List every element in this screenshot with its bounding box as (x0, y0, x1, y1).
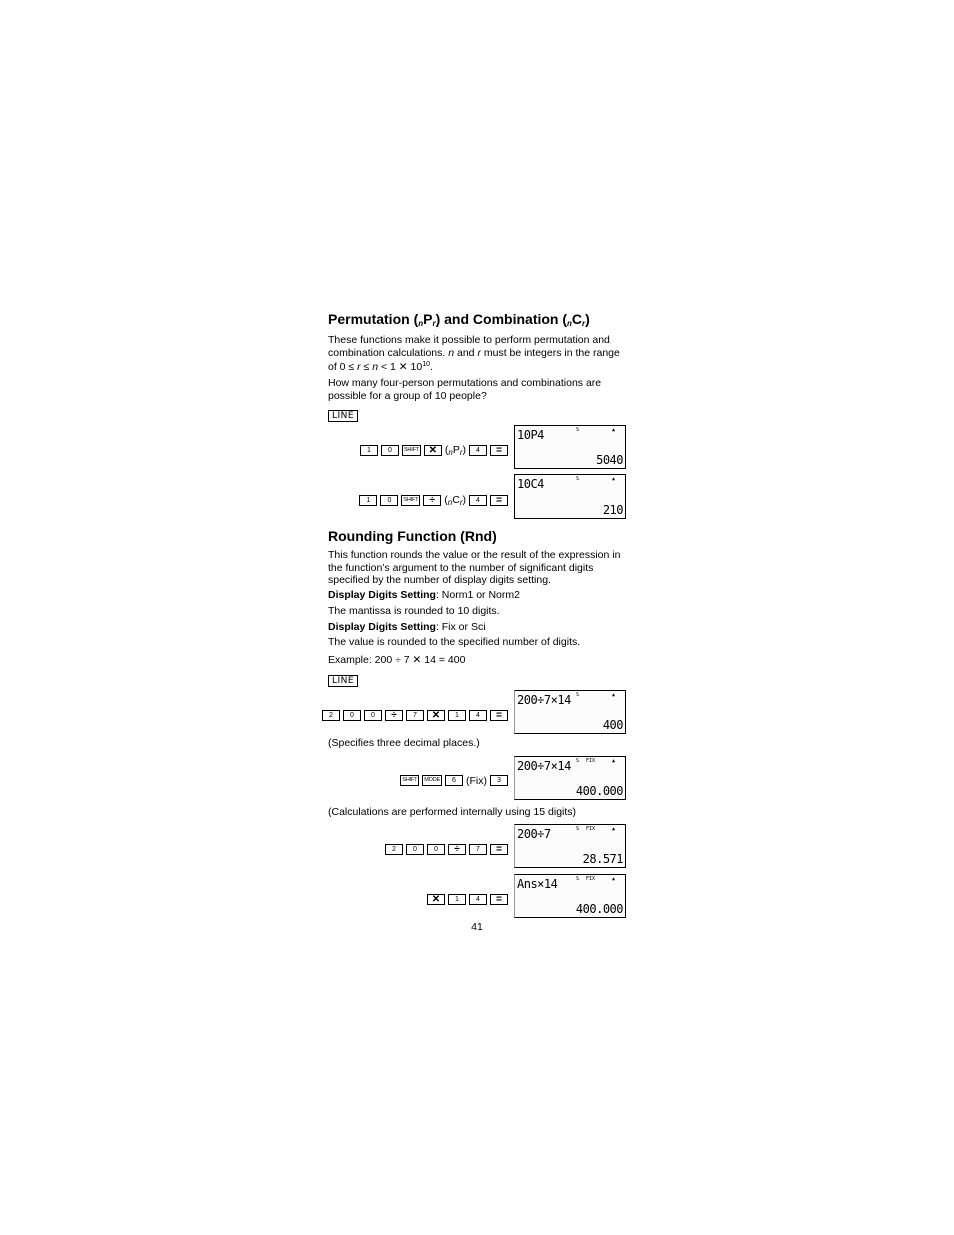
lcd-result: 400 (602, 718, 623, 732)
up-arrow-icon: ▲ (612, 826, 616, 832)
key-6[interactable]: 6 (445, 775, 463, 786)
lcd-display-combination (514, 474, 626, 519)
rounding-example: Example: 200 ÷ 7 ✕ 14 = 400 (328, 654, 466, 666)
shift-indicator: S (576, 427, 580, 433)
key-sequence-permutation (360, 442, 508, 460)
section-title-permutation: Permutation $(_nP_r)$ and Combination $(_nC_r)$ (328, 311, 590, 328)
lcd-display-permutation (514, 425, 626, 469)
key-multiply[interactable]: ✕ (427, 894, 445, 905)
shift-indicator: S (576, 758, 580, 764)
shift-indicator: S (576, 826, 580, 832)
permutation-description: These functions make it possible to perform permutation and combination calculations. n and r must be integers in the range of 0 ≤ r ≤ n < 1 ✕ $10^{10}$. (328, 334, 620, 373)
key-sequence-divide (385, 841, 508, 859)
key-4[interactable]: 4 (469, 445, 487, 456)
key-3[interactable]: 3 (490, 775, 508, 786)
key-divide[interactable]: ÷ (385, 710, 403, 721)
key-sequence-ans-multiply (427, 891, 508, 909)
up-arrow-icon: ▲ (612, 758, 616, 764)
key-7[interactable]: 7 (469, 844, 487, 855)
lcd-result: 210 (602, 503, 623, 517)
key-2[interactable]: 2 (322, 710, 340, 721)
key-2[interactable]: 2 (385, 844, 403, 855)
key-0[interactable]: 0 (364, 710, 382, 721)
key-multiply[interactable]: ✕ (427, 710, 445, 721)
key-equals[interactable]: = (490, 710, 508, 721)
ncr-function-label: $(_nC_r)$ (444, 494, 466, 508)
key-shift[interactable]: SHIFT (402, 445, 421, 456)
lcd-display-divide (514, 824, 626, 868)
lcd-result: 5040 (596, 453, 623, 467)
key-sequence-fix (400, 772, 508, 790)
lcd-expression: 10P4 (517, 428, 544, 442)
up-arrow-icon: ▲ (612, 876, 616, 882)
fix-label: (Fix) (466, 774, 487, 787)
key-sequence-combination (359, 492, 508, 510)
display-digits-fix: Display Digits Setting: Fix or Sci (328, 621, 486, 633)
key-shift[interactable]: SHIFT (400, 775, 419, 786)
key-0[interactable]: 0 (343, 710, 361, 721)
lcd-expression: 200÷7 (517, 827, 551, 841)
decimal-places-note: (Specifies three decimal places.) (328, 737, 480, 749)
key-1[interactable]: 1 (448, 894, 466, 905)
key-1[interactable]: 1 (360, 445, 378, 456)
lcd-result: 400.000 (575, 902, 623, 916)
mantissa-note: The mantissa is rounded to 10 digits. (328, 605, 500, 617)
shift-indicator: S (576, 876, 580, 882)
fix-indicator: FIX (586, 826, 596, 832)
key-mode[interactable]: MODE (422, 775, 442, 786)
key-equals[interactable]: = (490, 894, 508, 905)
page-number: 41 (471, 921, 483, 933)
section-title-rounding: Rounding Function (Rnd) (328, 528, 497, 544)
key-4[interactable]: 4 (469, 710, 487, 721)
up-arrow-icon: ▲ (612, 476, 616, 482)
lcd-result: 28.571 (582, 852, 623, 866)
line-mode-badge-2: LINE (328, 670, 358, 688)
key-0[interactable]: 0 (380, 495, 398, 506)
internal-digits-note: (Calculations are performed internally using 15 digits) (328, 806, 577, 818)
rounding-description: This function rounds the value or the result of the expression in the function’s argument to the number of significant digits specified by the number of display digits setting. (328, 549, 621, 586)
shift-indicator: S (576, 476, 580, 482)
permutation-question: How many four-person permutations and combinations are possible for a group of 10 people? (328, 377, 602, 402)
rounded-note: The value is rounded to the specified number of digits. (328, 636, 581, 648)
lcd-display-rounding-1 (514, 690, 626, 734)
line-mode-badge: LINE (328, 405, 358, 423)
lcd-expression: 200÷7×14 (517, 693, 571, 707)
key-divide[interactable]: ÷ (423, 495, 441, 506)
display-digits-norm: Display Digits Setting: Norm1 or Norm2 (328, 589, 520, 601)
fix-indicator: FIX (586, 758, 596, 764)
key-divide[interactable]: ÷ (448, 844, 466, 855)
fix-indicator: FIX (586, 876, 596, 882)
up-arrow-icon: ▲ (612, 692, 616, 698)
lcd-result: 400.000 (575, 784, 623, 798)
key-equals[interactable]: = (490, 495, 508, 506)
key-4[interactable]: 4 (469, 894, 487, 905)
key-7[interactable]: 7 (406, 710, 424, 721)
key-0[interactable]: 0 (427, 844, 445, 855)
npr-function-label: $(_nP_r)$ (444, 444, 466, 458)
lcd-expression: 200÷7×14 (517, 759, 571, 773)
key-equals[interactable]: = (490, 844, 508, 855)
key-0[interactable]: 0 (406, 844, 424, 855)
key-4[interactable]: 4 (469, 495, 487, 506)
lcd-display-ans (514, 874, 626, 918)
lcd-expression: 10C4 (517, 477, 544, 491)
key-shift[interactable]: SHIFT (401, 495, 420, 506)
key-sequence-rounding-1 (322, 707, 508, 725)
shift-indicator: S (576, 692, 580, 698)
key-1[interactable]: 1 (359, 495, 377, 506)
key-1[interactable]: 1 (448, 710, 466, 721)
key-0[interactable]: 0 (381, 445, 399, 456)
lcd-expression: Ans×14 (517, 877, 558, 891)
lcd-display-fix (514, 756, 626, 800)
key-equals[interactable]: = (490, 445, 508, 456)
key-multiply[interactable]: ✕ (424, 445, 442, 456)
up-arrow-icon: ▲ (612, 427, 616, 433)
